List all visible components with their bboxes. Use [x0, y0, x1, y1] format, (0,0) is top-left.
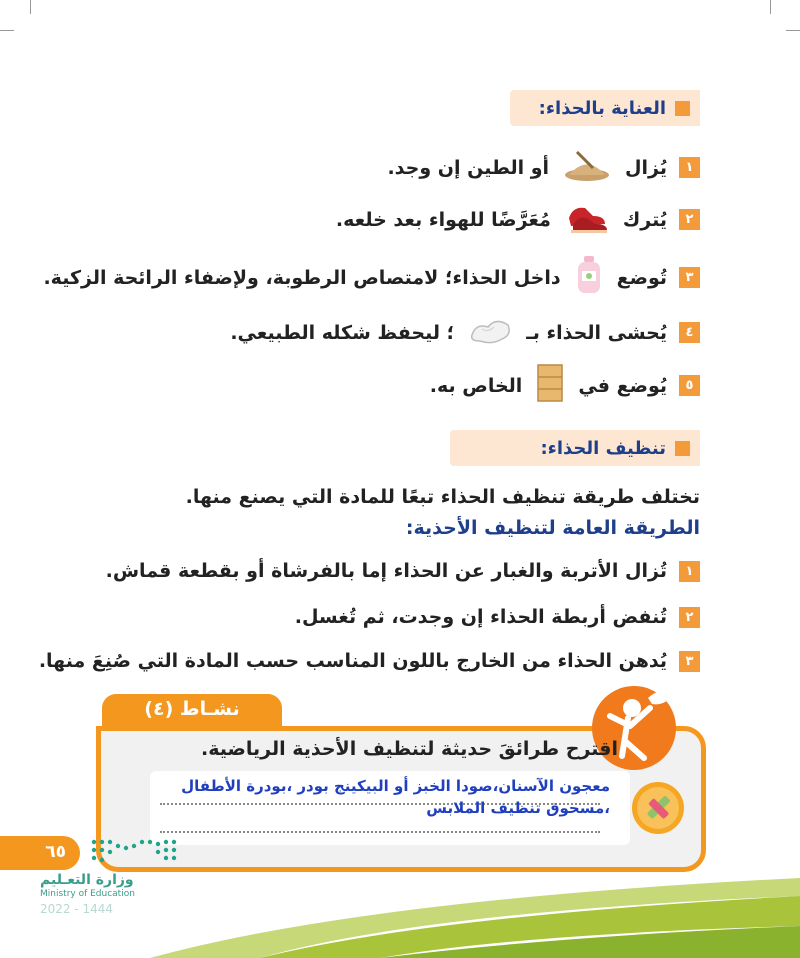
- cleaning-item: [295, 606, 700, 628]
- care-item: [387, 148, 700, 187]
- cleaning-intro: تختلف طريقة تنظيف الحذاء تبعًا للمادة التي يصنع منها.: [185, 486, 700, 508]
- care-item: [430, 363, 700, 408]
- item-text-before: تُوضع: [616, 266, 667, 289]
- activity-tab: [102, 694, 282, 730]
- section-title: العناية بالحذاء:: [538, 97, 666, 119]
- item-number: ٢: [679, 607, 700, 628]
- shoes-icon: [565, 200, 609, 239]
- orange-square-icon: [675, 101, 690, 116]
- item-number: ٢: [679, 209, 700, 230]
- pencil-badge-icon: [628, 778, 688, 838]
- item-number: ٥: [679, 375, 700, 396]
- item-text: يُدهن الحذاء من الخارج باللون المناسب حسب المادة التي صُنِعَ منها.: [38, 650, 667, 672]
- section-header-cleaning: [450, 430, 700, 466]
- section-header-care: [510, 90, 700, 126]
- item-text-before: يُزال: [625, 156, 667, 179]
- item-text-after: داخل الحذاء؛ لامتصاص الرطوبة، ولإضفاء الرائحة الزكية.: [43, 266, 561, 289]
- crop-mark: [786, 30, 800, 31]
- activity-title: نشـاط (٤): [144, 698, 240, 720]
- item-text-after: أو الطين إن وجد.: [387, 156, 550, 179]
- item-text-before: يُحشى الحذاء بـ: [526, 321, 667, 344]
- item-text-before: يُترك: [622, 208, 667, 231]
- section-title: تنظيف الحذاء:: [540, 437, 666, 459]
- powder-bottle-icon: [575, 255, 603, 300]
- item-text-after: مُعَرَّضًا للهواء بعد خلعه.: [335, 208, 551, 231]
- shoe-cabinet-icon: [536, 363, 564, 408]
- item-number: ٤: [679, 322, 700, 343]
- cleaning-item: [106, 560, 700, 582]
- care-item: [336, 200, 700, 239]
- item-text-after: الخاص به.: [429, 374, 523, 397]
- ministry-name-arabic: وزارة التعـليم: [40, 872, 134, 888]
- item-number: ٣: [679, 651, 700, 672]
- paper-stuffing-icon: [468, 315, 512, 350]
- orange-square-icon: [675, 441, 690, 456]
- crop-mark: [30, 0, 31, 14]
- item-number: ٣: [679, 267, 700, 288]
- care-item: [230, 315, 700, 350]
- dust-soil-icon: [563, 148, 611, 187]
- crop-mark: [0, 30, 14, 31]
- crop-mark: [770, 0, 771, 14]
- item-number: ١: [679, 157, 700, 178]
- ministry-year: 2022 - 1444: [40, 902, 114, 916]
- item-text-before: يُوضع في: [578, 374, 667, 397]
- activity-answer: معجون الآسنان،صودا الخبز أو البيكينج بودر ،بودرة الأطفال ،مسحوق تنظيف الملابس: [181, 777, 610, 817]
- ministry-name-english: Ministry of Education: [40, 889, 135, 899]
- activity-question: اقترح طرائقَ حديثة لتنظيف الأحذية الرياضية.: [201, 738, 618, 760]
- care-item: [43, 255, 700, 300]
- cleaning-subtitle: الطريقة العامة لتنظيف الأحذية:: [405, 517, 700, 539]
- cleaning-item: [39, 650, 700, 672]
- item-text: تُنفض أربطة الحذاء إن وجدت، ثم تُغسل.: [294, 606, 667, 628]
- item-text: تُزال الأتربة والغبار عن الحذاء إما بالفرشاة أو بقطعة قماش.: [105, 560, 667, 582]
- item-number: ١: [679, 561, 700, 582]
- page-number-text: ٦٥: [45, 842, 66, 862]
- item-text-after: ؛ ليحفظ شكله الطبيعي.: [230, 321, 455, 344]
